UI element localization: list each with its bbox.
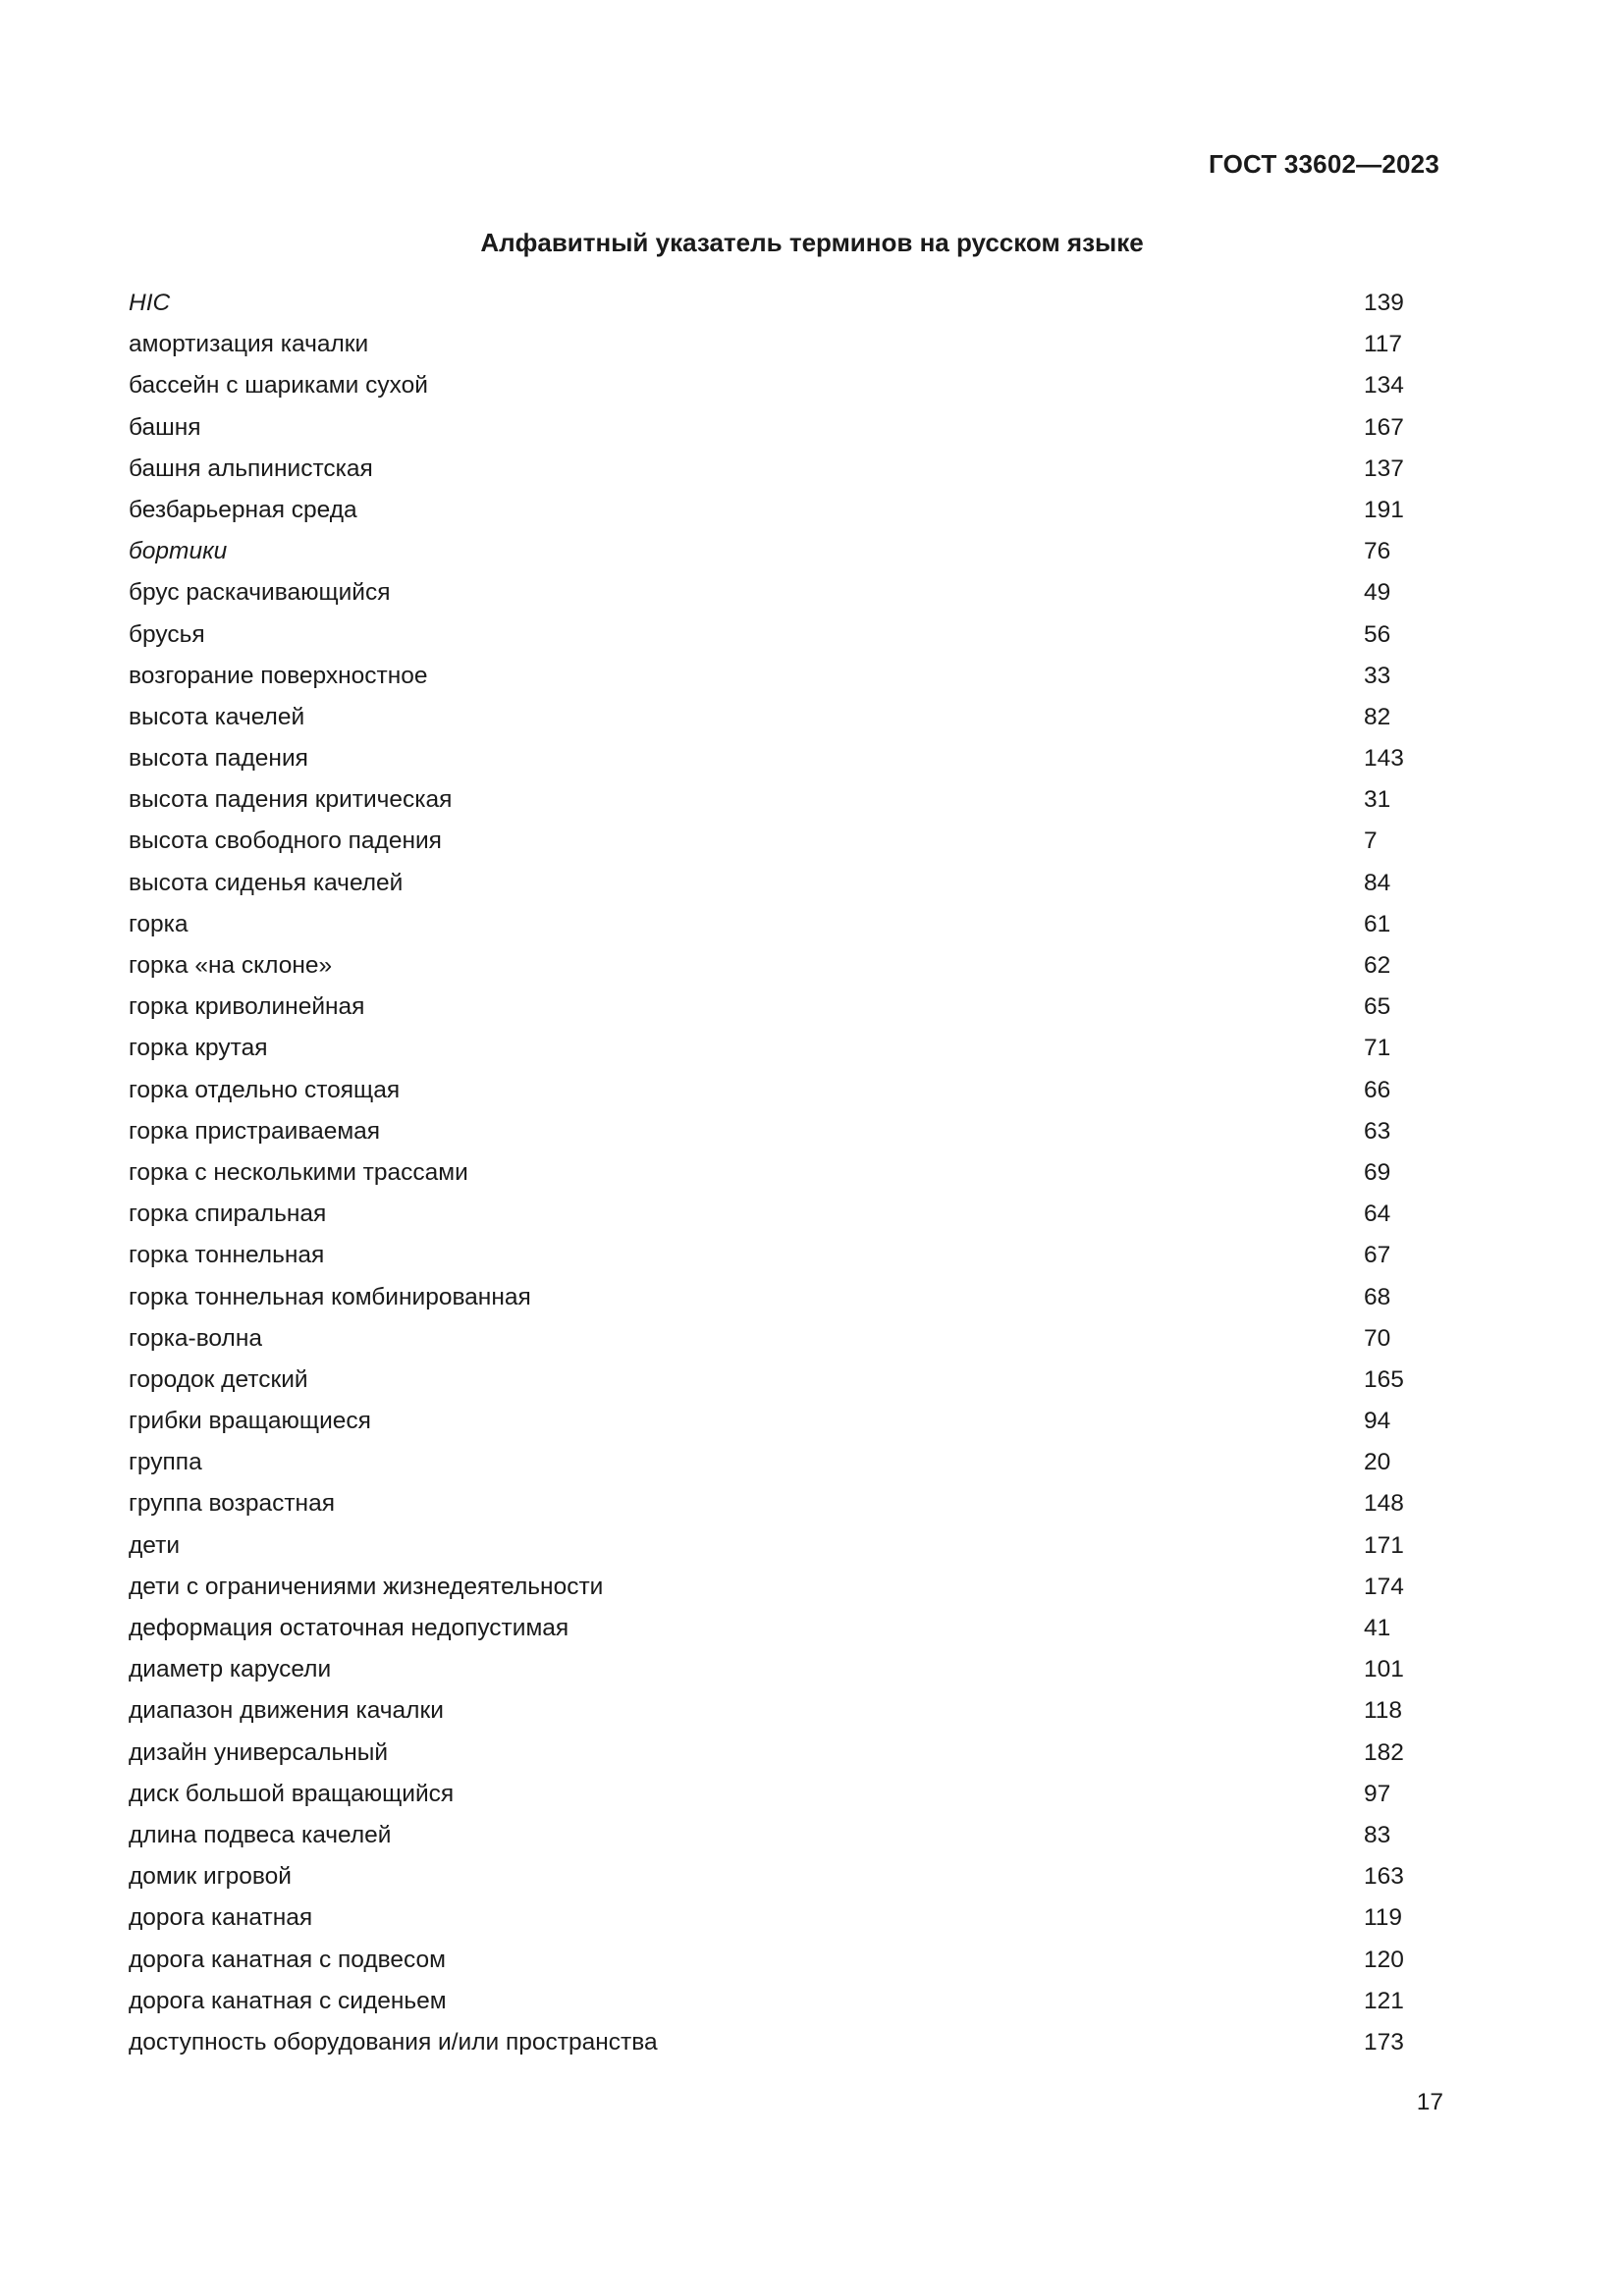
index-term: диаметр карусели [129, 1656, 332, 1683]
index-entry [129, 1235, 1435, 1276]
index-term: безбарьерная среда [129, 496, 357, 523]
index-term: горка криволинейная [129, 993, 365, 1021]
index-entry [129, 365, 1435, 406]
index-term-number: 68 [1364, 1283, 1391, 1310]
index-term-number: 71 [1364, 1035, 1391, 1062]
index-term: бассейн с шариками сухой [129, 372, 428, 400]
index-term-number: 120 [1364, 1946, 1404, 1973]
index-entry [129, 572, 1435, 614]
index-entry [129, 1194, 1435, 1235]
page-number: 17 [1416, 2089, 1443, 2115]
index-term-number: 121 [1364, 1987, 1404, 2014]
index-term: группа возрастная [129, 1490, 335, 1518]
index-term: высота свободного падения [129, 828, 442, 855]
index-entry [129, 1483, 1435, 1524]
index-term-number: 148 [1364, 1490, 1404, 1518]
index-term-number: 69 [1364, 1158, 1391, 1186]
index-entry [129, 1897, 1435, 1939]
index-entry [129, 1152, 1435, 1194]
index-entry [129, 738, 1435, 779]
index-term: горка-волна [129, 1324, 262, 1352]
index-term-number: 82 [1364, 703, 1391, 730]
index-term-number: 31 [1364, 786, 1391, 814]
index-entry [129, 324, 1435, 365]
index-term: башня [129, 413, 201, 441]
index-term: горка спиральная [129, 1201, 327, 1228]
index-term: брус раскачивающийся [129, 579, 391, 607]
index-term-number: 70 [1364, 1324, 1391, 1352]
index-entry [129, 1608, 1435, 1649]
index-term: горка пристраиваемая [129, 1117, 381, 1145]
index-term: дорога канатная с подвесом [129, 1946, 447, 1973]
index-term: дети [129, 1531, 181, 1559]
index-entry [129, 779, 1435, 821]
index-term-number: 65 [1364, 993, 1391, 1021]
index-term: высота падения критическая [129, 786, 453, 814]
index-entry [129, 1525, 1435, 1567]
index-term-number: 49 [1364, 579, 1391, 607]
index-term-number: 94 [1364, 1408, 1391, 1435]
index-term: дизайн универсальный [129, 1738, 389, 1766]
index-term: горка тоннельная комбинированная [129, 1283, 531, 1310]
index-entry [129, 1442, 1435, 1483]
index-term: амортизация качалки [129, 331, 369, 358]
index-term-number: 66 [1364, 1076, 1391, 1103]
index-term-number: 97 [1364, 1780, 1391, 1807]
index-term: высота сиденья качелей [129, 869, 404, 896]
index-entry [129, 697, 1435, 738]
index-entry [129, 283, 1435, 324]
index-term-number: 174 [1364, 1573, 1404, 1600]
index-entry [129, 1940, 1435, 1981]
index-term: горка отдельно стоящая [129, 1076, 401, 1103]
index-term: возгорание поверхностное [129, 662, 428, 689]
index-entry [129, 1649, 1435, 1690]
document-code: ГОСТ 33602—2023 [1209, 149, 1439, 179]
index-term-number: 167 [1364, 413, 1404, 441]
index-term: диск большой вращающийся [129, 1780, 455, 1807]
index-entry [129, 449, 1435, 490]
term-index-list [129, 283, 1435, 2063]
index-term-number: 76 [1364, 538, 1391, 565]
index-entry [129, 490, 1435, 531]
index-entry [129, 1774, 1435, 1815]
index-term: городок детский [129, 1365, 308, 1393]
index-term: брусья [129, 620, 205, 648]
index-term-number: 143 [1364, 745, 1404, 773]
index-term: HIC [129, 290, 171, 316]
index-term: башня альпинистская [129, 454, 373, 482]
index-term: высота качелей [129, 703, 305, 730]
index-entry [129, 656, 1435, 697]
index-term: деформация остаточная недопустимая [129, 1615, 569, 1641]
index-term: доступность оборудования и/или пространства [129, 2028, 658, 2056]
index-entry [129, 1070, 1435, 1111]
index-term: диапазон движения качалки [129, 1697, 444, 1725]
index-term: дорога канатная [129, 1904, 313, 1932]
index-entry [129, 904, 1435, 945]
index-term: бортики [129, 538, 228, 565]
index-entry [129, 1360, 1435, 1401]
index-term-number: 134 [1364, 372, 1404, 400]
index-entry [129, 407, 1435, 449]
index-entry [129, 1277, 1435, 1318]
index-term-number: 83 [1364, 1821, 1391, 1848]
index-term-number: 7 [1364, 828, 1378, 855]
index-entry [129, 531, 1435, 572]
index-entry [129, 614, 1435, 656]
index-term-number: 63 [1364, 1117, 1391, 1145]
index-term: длина подвеса качелей [129, 1821, 392, 1848]
index-term: дети с ограничениями жизнедеятельности [129, 1573, 604, 1600]
index-entry [129, 863, 1435, 904]
index-term-number: 41 [1364, 1615, 1391, 1641]
index-term: горка крутая [129, 1035, 268, 1062]
index-entry [129, 1690, 1435, 1732]
index-entry [129, 1981, 1435, 2022]
index-term-number: 119 [1364, 1904, 1403, 1932]
index-term-number: 165 [1364, 1365, 1404, 1393]
index-entry [129, 945, 1435, 987]
index-term-number: 33 [1364, 662, 1391, 689]
index-term-number: 20 [1364, 1449, 1391, 1476]
index-entry [129, 1111, 1435, 1152]
index-term: горка [129, 910, 189, 937]
index-term-number: 117 [1364, 331, 1403, 358]
index-entry [129, 821, 1435, 862]
index-entry [129, 1028, 1435, 1069]
index-entry [129, 1856, 1435, 1897]
index-entry [129, 987, 1435, 1028]
index-term-number: 182 [1364, 1738, 1404, 1766]
index-term-number: 137 [1364, 454, 1404, 482]
index-entry [129, 1815, 1435, 1856]
index-term: горка «на склоне» [129, 952, 333, 979]
index-term: грибки вращающиеся [129, 1408, 371, 1435]
index-term-number: 84 [1364, 869, 1391, 896]
index-term-number: 173 [1364, 2028, 1404, 2056]
index-term: горка тоннельная [129, 1242, 325, 1269]
index-term: высота падения [129, 745, 308, 773]
page-title: Алфавитный указатель терминов на русском языке [480, 228, 1144, 257]
index-term-number: 163 [1364, 1863, 1404, 1891]
index-entry [129, 1401, 1435, 1442]
index-term-number: 62 [1364, 952, 1391, 979]
index-term-number: 56 [1364, 620, 1391, 648]
index-entry [129, 1733, 1435, 1774]
index-term: группа [129, 1449, 202, 1476]
index-term: горка с несколькими трассами [129, 1158, 468, 1186]
index-term-number: 118 [1364, 1697, 1403, 1725]
index-term: дорога канатная с сиденьем [129, 1987, 447, 2014]
index-term-number: 191 [1364, 496, 1404, 523]
index-term-number: 61 [1364, 910, 1391, 937]
index-entry [129, 1318, 1435, 1360]
index-term-number: 139 [1364, 290, 1404, 316]
index-term-number: 64 [1364, 1201, 1391, 1228]
index-entry [129, 1567, 1435, 1608]
index-term-number: 101 [1364, 1656, 1404, 1683]
index-term: домик игровой [129, 1863, 292, 1891]
index-term-number: 171 [1364, 1531, 1404, 1559]
index-entry [129, 2022, 1435, 2063]
index-term-number: 67 [1364, 1242, 1391, 1269]
